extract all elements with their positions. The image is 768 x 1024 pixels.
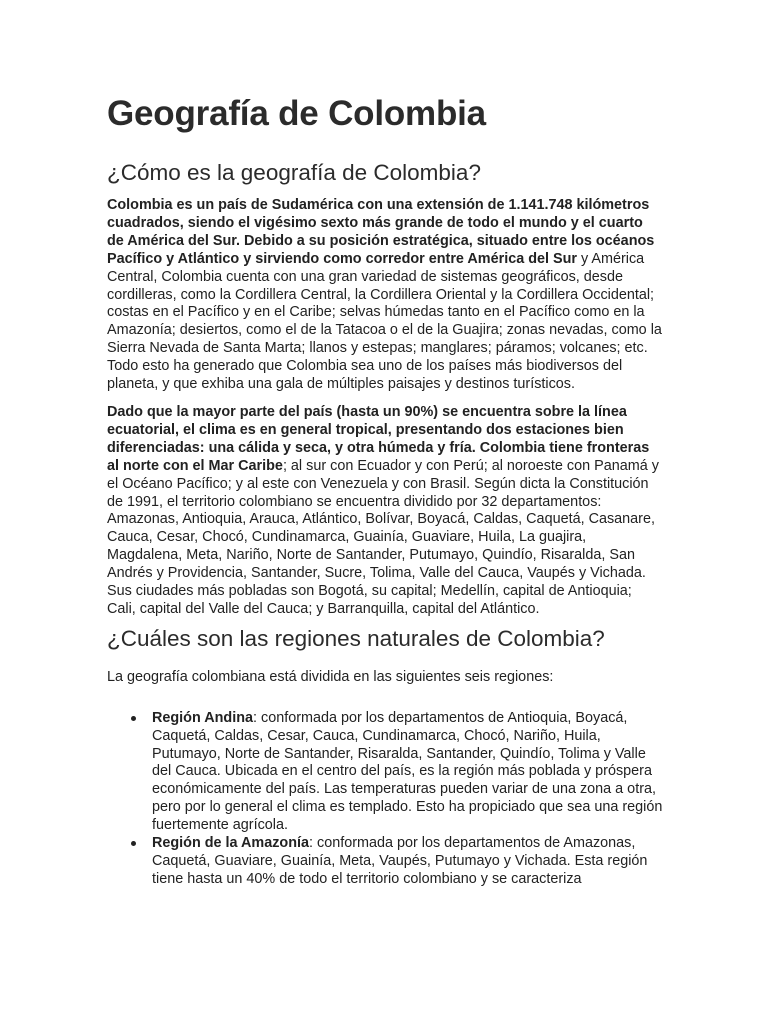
list-item <box>152 710 663 835</box>
paragraph-climate-text: ; al sur con Ecuador y con Perú; al noroeste con Panamá y el Océano Pacífico; y al este con Venezuela y con Brasil. Según dicta la Constitución de 1991, el territorio colombiano se encuentra dividido por 32 departamentos: Amazonas, Antioquia, Arauca, Atlántico, Bolívar, Boyacá, Caldas, Caquetá, Casanare, Cauca, Cesar, Chocó, Cundinamarca, Guainía, Guaviare, Huila, La guajira, Magdalena, Meta, Nariño, Norte de Santander, Putumayo, Quindío, Risaralda, San Andrés y Providencia, Santander, Sucre, Tolima, Valle del Cauca, Vaupés y Vichada. Sus ciudades más pobladas son Bogotá, su capital; Medellín, capital de Antioquia; Cali, capital del Valle del Cauca; y Barranquilla, capital del Atlántico. <box>107 457 659 617</box>
region-description: : conformada por los departamentos de Amazonas, Caquetá, Guaviare, Guainía, Meta, Vaupés, Putumayo y Vichada. Esta región tiene hasta un 40% de todo el territorio colombiano y se caracteriza <box>152 835 648 887</box>
list-item <box>152 835 663 889</box>
document-title: Geografía de Colombia <box>107 94 486 133</box>
region-name: Región Andina <box>152 709 253 726</box>
region-description: : conformada por los departamentos de Antioquia, Boyacá, Caquetá, Caldas, Cesar, Cauca, Cundinamarca, Chocó, Nariño, Huila, Putumayo, Norte de Santander, Risaralda, Santander, Quindío, Tolima y Valle del Cauca. Ubicada en el centro del país, es la región más poblada y próspera económicamente del país. Las temperaturas pueden variar de una zona a otra, pero por lo general el clima es templado. Esto ha propiciado que sea una región fuertemente agrícola. <box>152 709 663 834</box>
bullet-icon <box>131 841 136 846</box>
section-heading-geography: ¿Cómo es la geografía de Colombia? <box>107 160 481 185</box>
paragraph-climate-borders <box>107 404 663 619</box>
paragraph-climate-bold: Dado que la mayor parte del país (hasta un 90%) se encuentra sobre la línea ecuatorial, el clima es en general tropical, presentando dos estaciones bien diferenciadas: una cálida y seca, y otra húmeda y fría. Colombia tiene fronteras al norte con el Mar Caribe <box>107 403 650 474</box>
paragraph-overview-bold: Colombia es un país de Sudamérica con una extensión de 1.141.748 kilómetros cuadrados, siendo el vigésimo sexto más grande de todo el mundo y el cuarto de América del Sur. Debido a su posición estratégica, situado entre los océanos Pacífico y Atlántico y sirviendo como corredor entre América del Sur <box>107 197 655 267</box>
paragraph-overview <box>107 197 663 394</box>
regions-intro: La geografía colombiana está dividida en las siguientes seis regiones: <box>107 668 554 685</box>
document-content <box>107 92 663 889</box>
bullet-icon <box>131 716 136 721</box>
regions-list <box>107 710 663 889</box>
paragraph-overview-text: y América Central, Colombia cuenta con una gran variedad de sistemas geográficos, desde cordilleras, como la Cordillera Central, la Cordillera Oriental y la Cordillera Occidental; costas en el Pacífico y en el Caribe; selvas húmedas tanto en el Pacífico como en la Amazonía; desiertos, como el de la Tatacoa o el de la Guajira; zonas nevadas, como la Sierra Nevada de Santa Marta; llanos y estepas; manglares; páramos; volcanes; etc. Todo esto ha generado que Colombia sea uno de los países más biodiversos del planeta, y que exhiba una gala de múltiples paisajes y destinos turísticos. <box>107 250 662 393</box>
section-heading-regions: ¿Cuáles son las regiones naturales de Colombia? <box>107 625 605 651</box>
region-name: Región de la Amazonía <box>152 835 309 852</box>
